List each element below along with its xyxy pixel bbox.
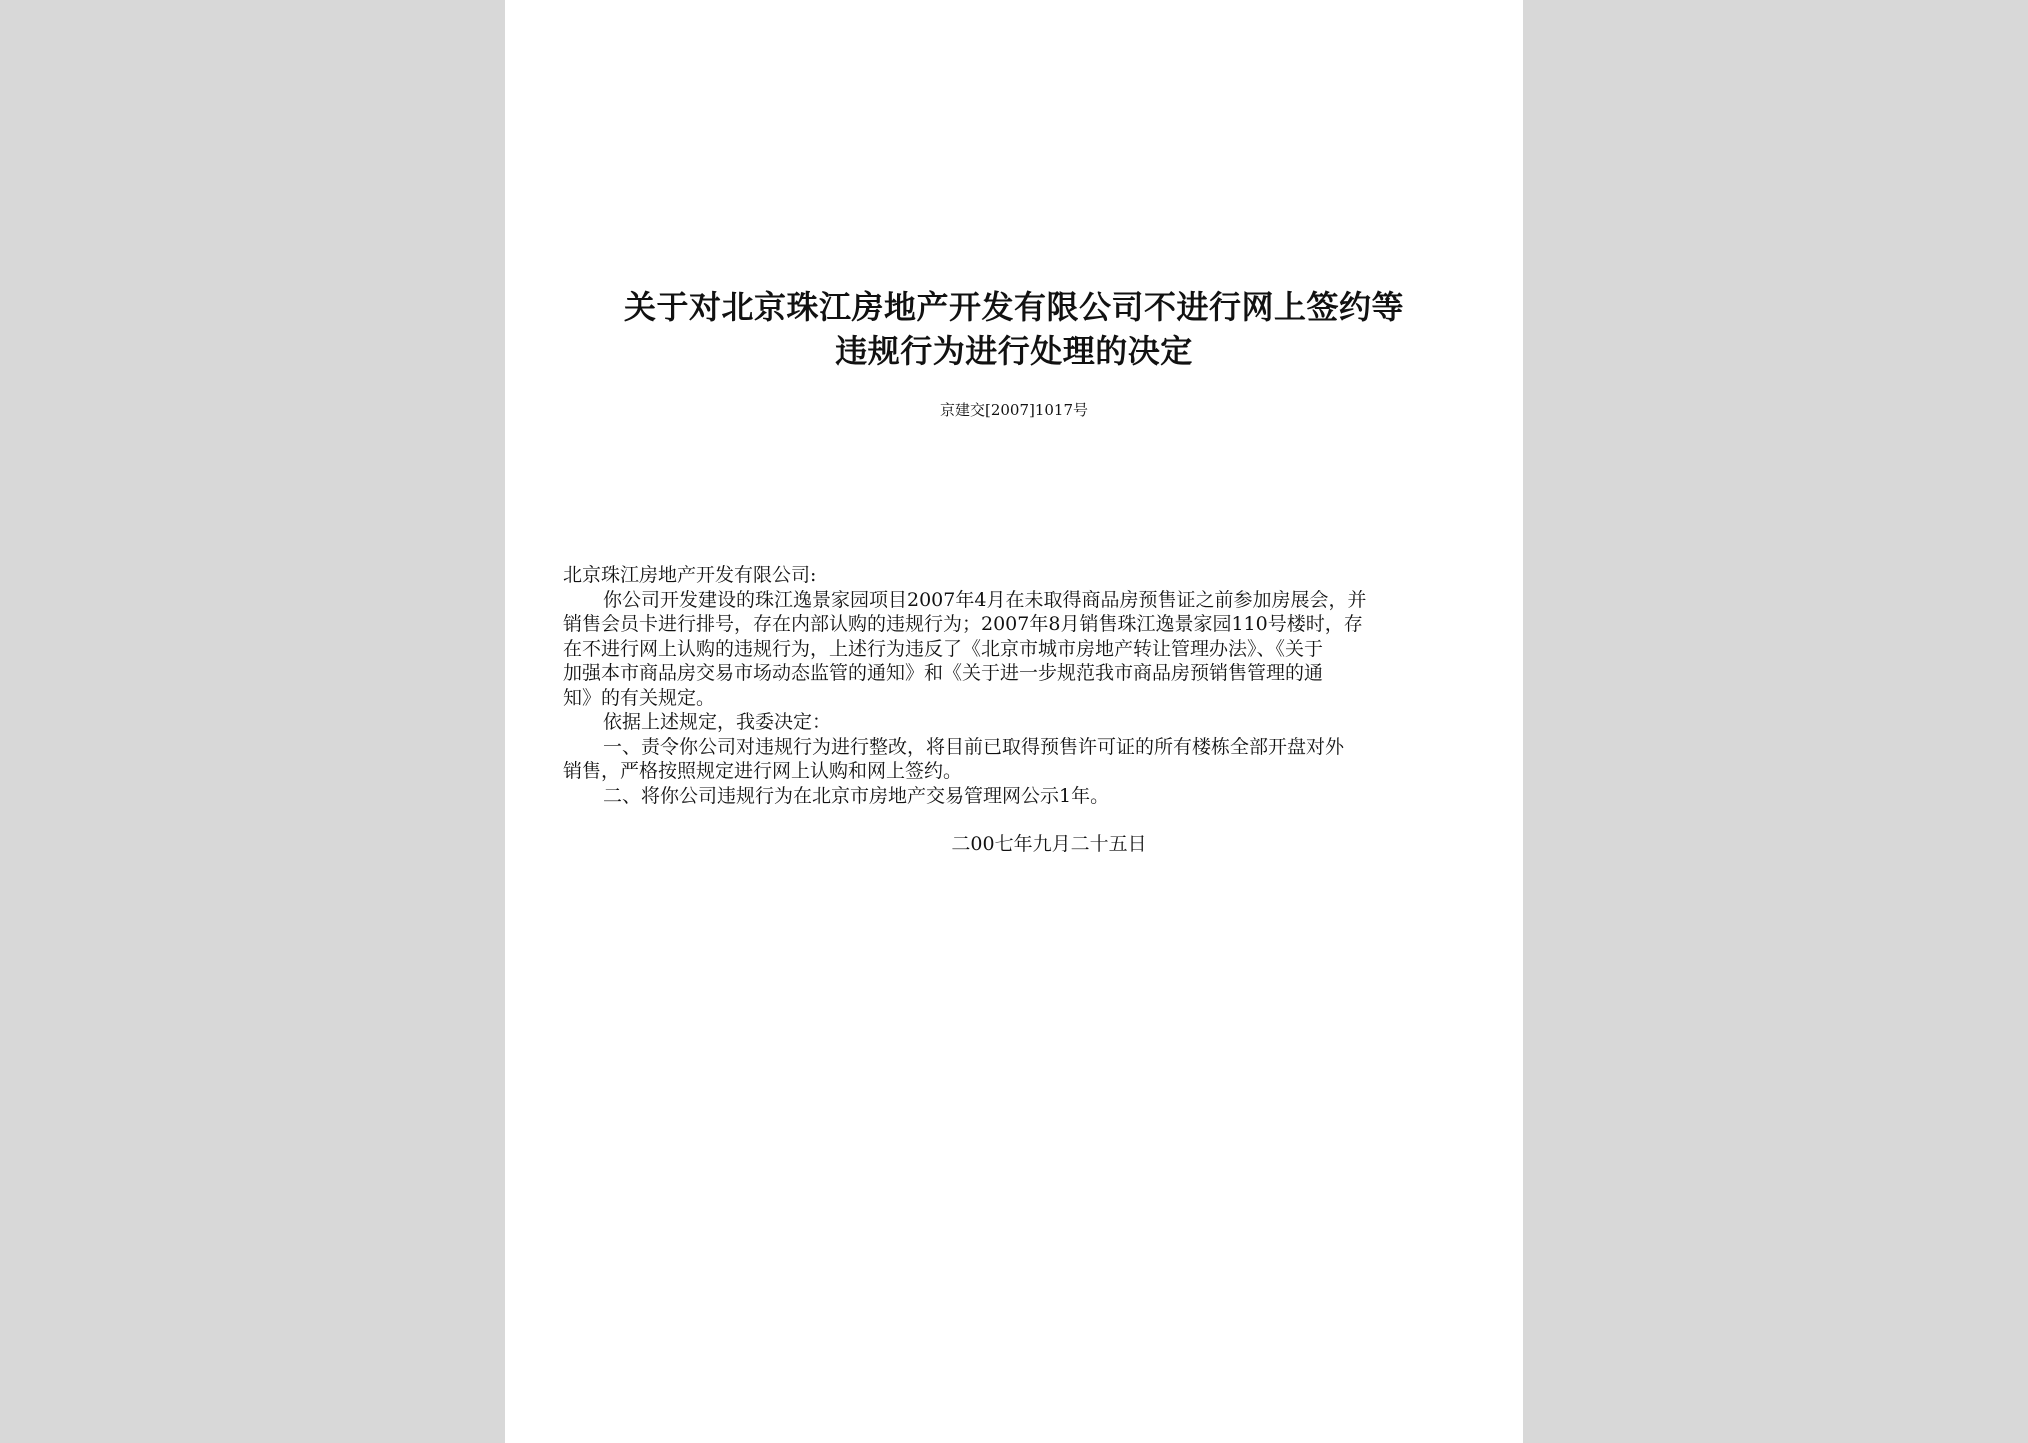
body-line-6: 依据上述规定，我委决定：	[603, 711, 832, 733]
body-line-4: 加强本市商品房交易市场动态监管的通知》和《关于进一步规范我市商品房预销售管理的通	[563, 662, 1324, 684]
document-page	[505, 0, 1523, 1443]
document-title	[565, 285, 1463, 373]
body-line-9: 二、将你公司违规行为在北京市房地产交易管理网公示1年。	[603, 784, 1110, 807]
body-line-8: 销售，严格按照规定进行网上认购和网上签约。	[563, 760, 963, 782]
body-line-5: 知》的有关规定。	[563, 686, 716, 709]
title-line-2: 违规行为进行处理的决定	[835, 332, 1193, 370]
body-line-3: 在不进行网上认购的违规行为，上述行为违反了《北京市城市房地产转让管理办法》、《关于	[563, 637, 1324, 660]
document-date-block	[505, 832, 1523, 856]
document-number: 京建交[2007]1017号	[939, 401, 1089, 419]
body-line-1: 你公司开发建设的珠江逸景家园项目2007年4月在未取得商品房预售证之前参加房展会，并	[603, 588, 1367, 611]
body-line-7: 一、责令你公司对违规行为进行整改，将目前已取得预售许可证的所有楼栋全部开盘对外	[603, 735, 1345, 758]
addressee: 北京珠江房地产开发有限公司:	[563, 564, 817, 586]
document-body	[563, 563, 1468, 808]
body-line-2: 销售会员卡进行排号，存在内部认购的违规行为；2007年8月销售珠江逸景家园110号楼时，存	[563, 613, 1363, 635]
document-date: 二00七年九月二十五日	[951, 833, 1147, 855]
title-line-1: 关于对北京珠江房地产开发有限公司不进行网上签约等	[623, 288, 1404, 326]
